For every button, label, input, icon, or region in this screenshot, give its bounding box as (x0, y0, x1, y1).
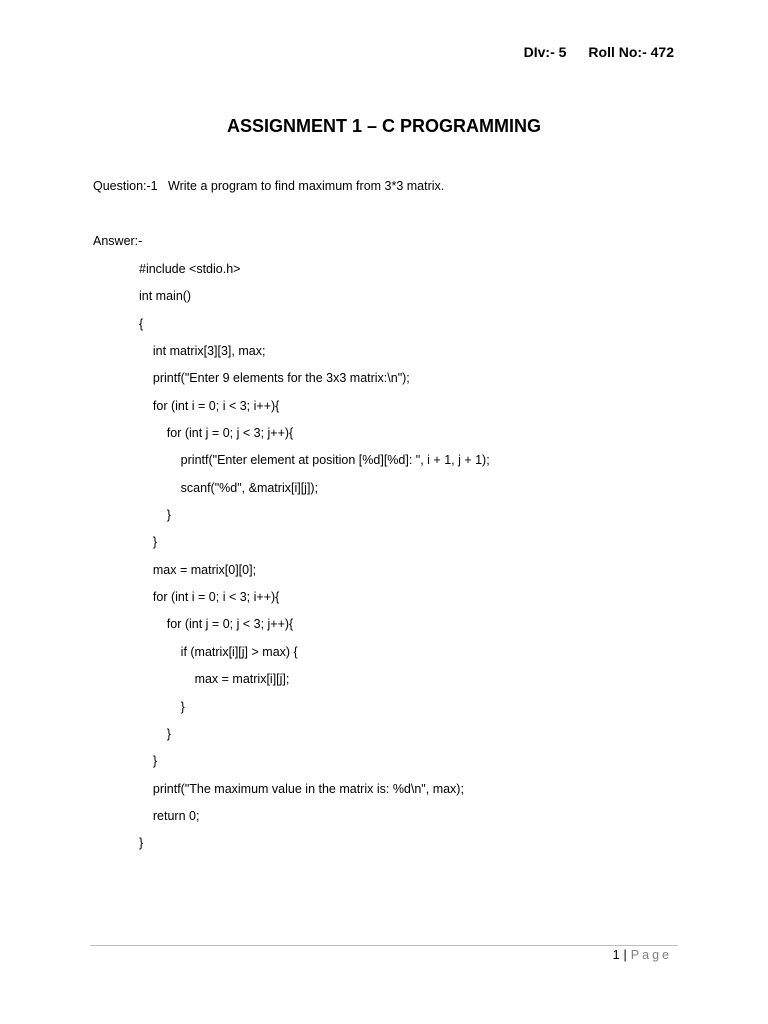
code-line: max = matrix[i][j]; (139, 672, 290, 687)
page-word: Page (630, 948, 672, 962)
code-line: for (int i = 0; i < 3; i++){ (139, 398, 280, 413)
code-line: int main() (139, 289, 192, 304)
code-line: { (139, 316, 144, 331)
code-line: } (139, 699, 185, 714)
question-text: Question:-1 Write a program to find maximum from 3*3 matrix. (93, 179, 445, 193)
roll-number-label: Roll No:- 472 (588, 44, 674, 60)
code-line: printf("Enter element at position [%d][%d]: ", i + 1, j + 1); (139, 453, 490, 468)
code-line: } (139, 535, 158, 550)
code-line: max = matrix[0][0]; (139, 562, 257, 577)
code-line: } (139, 836, 144, 851)
code-line: int matrix[3][3], max; (139, 344, 266, 359)
code-line: } (139, 726, 171, 741)
code-line: #include <stdio.h> (139, 262, 241, 276)
page-footer (613, 948, 672, 962)
footer-divider (90, 945, 678, 946)
code-line: } (139, 754, 158, 769)
page-number: 1 (612, 948, 620, 962)
header-info (524, 44, 674, 60)
code-line: } (139, 508, 171, 523)
footer-separator: | (623, 948, 627, 962)
code-line: for (int j = 0; j < 3; j++){ (139, 617, 294, 632)
document-title: ASSIGNMENT 1 – C PROGRAMMING (226, 116, 542, 136)
code-line: scanf("%d", &matrix[i][j]); (139, 480, 319, 495)
code-line: for (int j = 0; j < 3; j++){ (139, 426, 294, 441)
answer-label: Answer:- (93, 234, 143, 248)
division-label: DIv:- 5 (523, 44, 567, 60)
code-line: return 0; (139, 808, 200, 823)
code-line: for (int i = 0; i < 3; i++){ (139, 590, 280, 605)
code-block (0, 261, 768, 863)
code-line: printf("The maximum value in the matrix is: %d\n", max); (139, 781, 464, 796)
code-line: if (matrix[i][j] > max) { (139, 644, 298, 659)
code-line: printf("Enter 9 elements for the 3x3 matrix:\n"); (139, 371, 410, 386)
